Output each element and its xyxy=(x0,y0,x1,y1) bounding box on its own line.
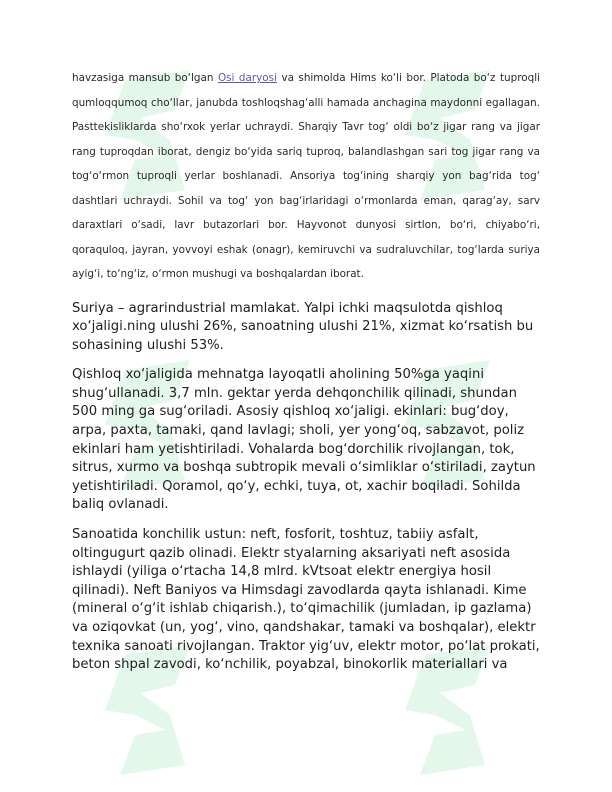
paragraph-industry: Sanoatida konchilik ustun: neft, fosforit, toshtuz, tabiiy asfalt, oltingugurt qazib olinadi. Elektr styalarning aksariyati neft asosida ishlaydi (yiliga o‘rtacha 14,8 mlrd. kVtsoat elektr energiya hosil qilinadi). Neft Baniyos va Himsdagi zavodlarda qayta ishlanadi. Kime (mineral o‘g‘it ishlab chiqarish.), to‘qimachilik (jumladan, ip gazlama) va oziqovkat (un, yog‘, vino, qandshakar, tamaki va boshqalar), elektr texnika sanoati rivojlangan. Traktor yig‘uv, elektr motor, po‘lat prokati, beton shpal zavodi, ko‘nchilik, poyabzal, binokorlik materiallari va xyxy=(72,527,540,673)
paragraph-agriculture: Qishloq xo‘jaligida mehnatga layoqatli aholining 50%ga yaqini shug‘ullanadi. 3,7 mln. gektar yerda dehqonchilik qilinadi, shundan 500 ming ga sug‘oriladi. Asosiy qishloq xo‘jaligi. ekinlari: bug‘doy, arpa, paxta, tamaki, qand lavlagi; sholi, yer yong‘oq, sabzavot, poliz ekinlari ham yetishtiriladi. Vohalarda bog‘dorchilik rivojlangan, tok, sitrus, xurmo va boshqa subtropik mevali o‘simliklar o‘stiriladi, zaytun yetishtiriladi. Qoramol, qo‘y, echki, tuya, ot, xachir boqiladi. Sohilda baliq ovlanadi. xyxy=(72,367,536,513)
paragraph-economy: Suriya – agrarindustrial mamlakat. Yalpi ichki maqsulotda qishloq xo‘jaligi.ning ulushi 26%, sanoatning ulushi 21%, xizmat ko‘rsatish bu sohasining ulushi 53%. xyxy=(72,300,534,353)
paragraph-text: havzasiga mansub bo‘lgan xyxy=(72,72,218,84)
osi-daryosi-link[interactable]: Osi daryosi xyxy=(217,72,277,84)
paragraph-nature xyxy=(72,66,540,287)
document-body xyxy=(72,66,540,675)
paragraph-text: va shimolda Hims ko‘li bor. Platoda bo‘z tuproqli qumloqqumoq cho‘llar, janubda toshloqshag‘alli hamada anchagina maydonni egallagan. Pasttekisliklarda sho‘rxok yerlar uchraydi. Sharqiy Tavr tog‘ oldi bo‘z jigar rang va jigar rang tuproqdan iborat, dengiz bo‘yida sariq tuproq, balandlashgan sari tog jigar rang va tog‘o‘rmon tuproqli yerlar boshlanadi. Ansoriya tog‘ining sharqiy yon bag‘rida tog‘ dashtlari uchraydi. Sohil va tog‘ yon bag‘irlaridagi o‘rmonlarda eman, qarag‘ay, sarv daraxtlari o‘sadi, lavr butazorlari bor. Hayvonot dunyosi sirtlon, bo‘ri, chiyabo‘ri, qoraquloq, jayran, yovvoyi eshak (onagr), kemiruvchi va sudraluvchilar, tog‘larda suriya ayig‘i, to‘ng‘iz, o‘rmon mushugi va boshqalardan iborat. xyxy=(72,72,540,280)
